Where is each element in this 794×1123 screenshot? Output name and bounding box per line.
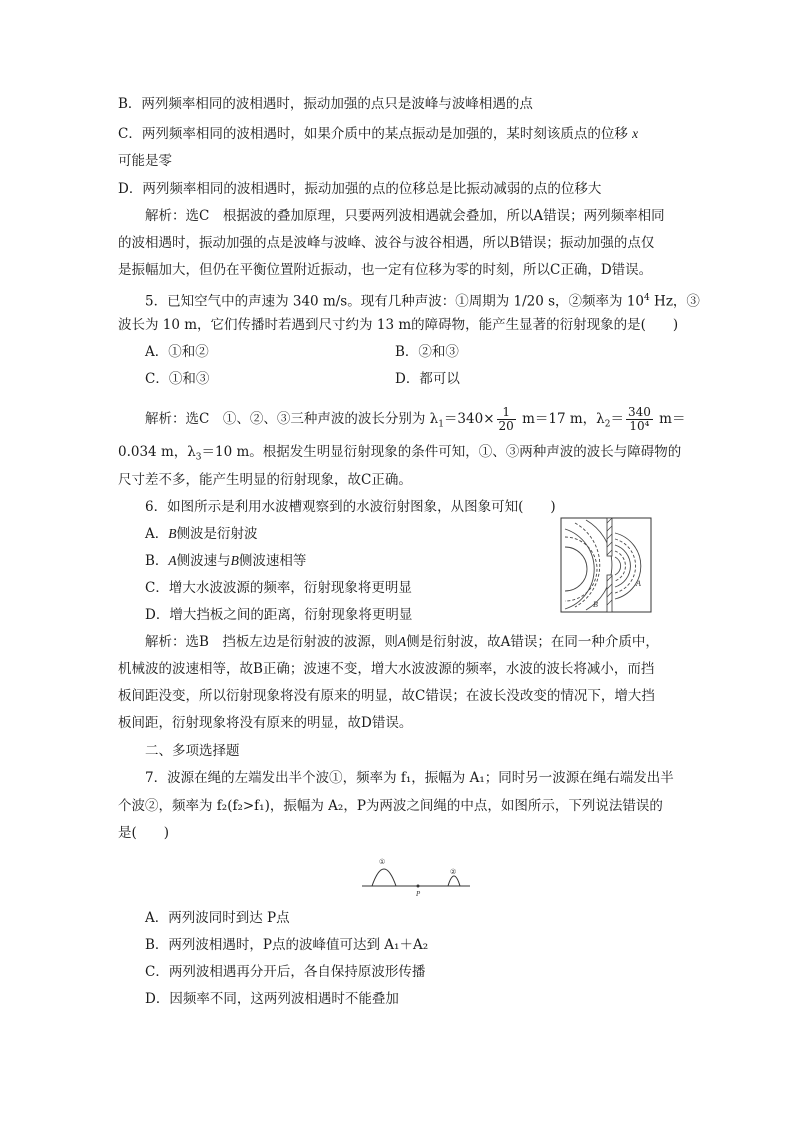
q5-option-c: C．①和③ (145, 371, 210, 387)
q6-option-b: B．A侧波速与B侧波速相等 (145, 553, 307, 569)
q5-option-b: B．②和③ (395, 344, 459, 360)
q5-stem-2: 波长为 10 m，它们传播时若遇到尺寸约为 13 m的障碍物，能产生显著的衍射现象的是( ) (118, 317, 679, 333)
q7-stem-2: 个波②，频率为 f₂(f₂>f₁)，振幅为 A₂，P为两波之间绳的中点，如图所示，下列说法错误的 (118, 798, 663, 814)
water-wave-diffraction-figure (560, 517, 652, 613)
fig6-label-b: B (593, 600, 598, 609)
q4-option-c-cont: 可能是零 (118, 153, 172, 169)
q4-analysis-2: 的波相遇时，振动加强的点是波峰与波峰、波谷与波谷相遇，所以B错误；振动加强的点仅 (118, 235, 655, 251)
q4-option-c: C．两列频率相同的波相遇时，如果介质中的某点振动是加强的，某时刻该质点的位移 x (118, 126, 639, 142)
q5-analysis-2: 0.034 m，$\lambda_3=10$ m。根据发生明显衍射现象的条件可知，①、③两种声波的波长与障碍物的 (118, 444, 682, 463)
q4-analysis-3: 是振幅加大，但仍在平衡位置附近振动，也一定有位移为零的时刻，所以C正确，D错误。 (118, 262, 653, 278)
q7-option-d: D．因频率不同，这两列波相遇时不能叠加 (145, 991, 399, 1007)
q5-option-a: A．①和② (145, 344, 209, 360)
q4-option-b: B．两列频率相同的波相遇时，振动加强的点只是波峰与波峰相遇的点 (118, 96, 533, 112)
q6-option-d: D．增大挡板之间的距离，衍射现象将更明显 (145, 607, 413, 623)
q6-stem: 6．如图所示是利用水波槽观察到的水波衍射图象，从图象可知( ) (145, 499, 556, 515)
q4-analysis-1: 解析：选C 根据波的叠加原理，只要两列波相遇就会叠加，所以A错误；两列频率相同 (145, 208, 665, 224)
q7-option-c: C．两列波相遇再分开后，各自保持原波形传播 (145, 964, 426, 980)
fraction-1-20: $\frac{1}{20}$ (498, 405, 514, 433)
q7-option-b: B．两列波相遇时，P点的波峰值可达到 A₁＋A₂ (145, 937, 429, 953)
q5-analysis-1: 解析：选C ①、②、③三种声波的波长分别为 $\lambda_1=340\times$ $\frac{1}{20}$ m＝17 m，$\lambda_2=$ $\frac{340}{\text{10⁴}}$ m＝ (145, 405, 686, 433)
rope-waves-figure (360, 852, 472, 900)
q4-option-d: D．两列频率相同的波相遇时，振动加强的点的位移总是比振动减弱的点的位移大 (118, 181, 602, 197)
fig7-label-wave-1: ① (379, 858, 386, 866)
q5-analysis-3: 尺寸差不多，能产生明显的衍射现象，故C正确。 (118, 472, 412, 488)
q5-stem-1: 5．已知空气中的声速为 340 m/s。现有几种声波：①周期为 1/20 s，②频率为 $10^4$ Hz，③ (145, 293, 700, 310)
fraction-340-10e4: $\frac{340}{\text{10⁴}}$ (627, 405, 651, 433)
q5-option-d: D．都可以 (395, 371, 460, 387)
section-title-multiple-choice: 二、多项选择题 (145, 743, 240, 759)
q6-analysis-2: 机械波的波速相等，故B正确；波速不变，增大水波波源的频率，水波的波长将减小，而挡 (118, 661, 655, 677)
q7-stem-3: 是( ) (118, 825, 170, 841)
q6-analysis-4: 板间距，衍射现象将没有原来的明显，故D错误。 (118, 715, 413, 731)
fig7-label-p: P (416, 890, 421, 898)
q6-option-c: C．增大水波波源的频率，衍射现象将更明显 (145, 580, 412, 596)
fig7-label-wave-2: ② (450, 868, 457, 876)
q7-stem-1: 7．波源在绳的左端发出半个波①，频率为 f₁，振幅为 A₁；同时另一波源在绳右端发出半 (145, 770, 674, 786)
q6-option-a: A．B侧波是衍射波 (145, 526, 258, 542)
q7-option-a: A．两列波同时到达 P点 (145, 910, 290, 926)
q6-analysis-1: 解析：选B 挡板左边是衍射波的波源，则A侧是衍射波，故A错误；在同一种介质中， (145, 634, 659, 650)
q6-analysis-3: 板间距没变，所以衍射现象将没有原来的明显，故C错误；在波长没改变的情况下，增大挡 (118, 688, 655, 704)
fig6-label-a: A (636, 579, 641, 588)
